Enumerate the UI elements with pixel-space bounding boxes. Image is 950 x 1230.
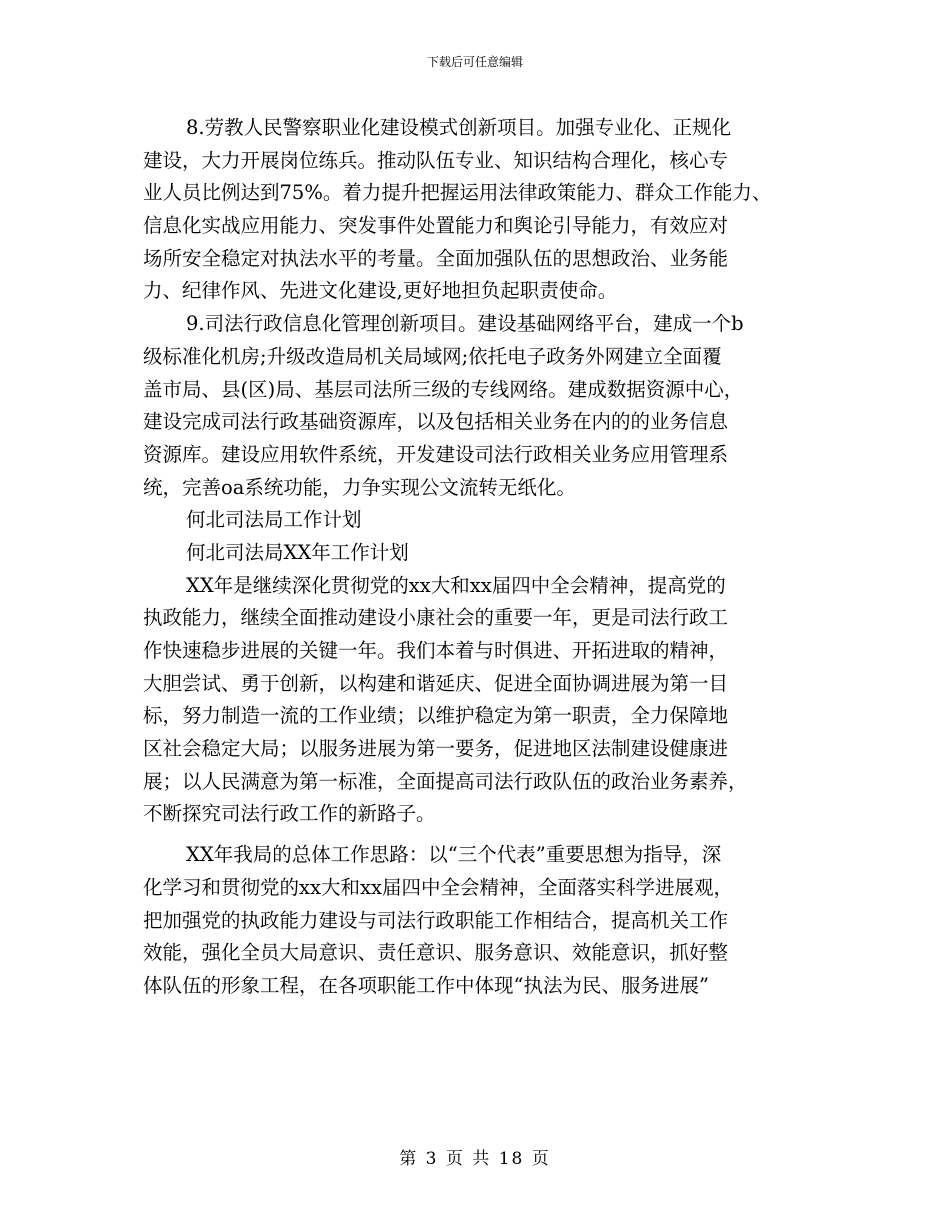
body-line: XX年我局的总体工作思路：以“三个代表”重要思想为指导，深 [186,843,722,867]
body-line: 级标准化机房;升级改造局机关局域网;依托电子政务外网建立全面覆 [143,344,722,368]
body-line: 业人员比例达到75%。着力提升把握运用法律政策能力、群众工作能力、 [143,181,772,205]
body-line: 建设，大力开展岗位练兵。推动队伍专业、知识结构合理化，核心专 [143,148,729,172]
page-footer: 第 3 页 共 18 页 [399,1149,551,1169]
body-line: 信息化实战应用能力、突发事件处置能力和舆论引导能力，有效应对 [143,214,729,238]
body-line: 统，完善oa系统功能，力争实现公文流转无纸化。 [143,475,576,499]
document-body [143,112,823,1003]
body-line: 效能，强化全员大局意识、责任意识、服务意识、效能意识，抓好整 [143,941,729,965]
section-title: 何北司法局工作计划 [186,508,362,532]
body-line: 执政能力，继续全面推动建设小康社会的重要一年，更是司法行政工 [143,606,729,630]
body-line: 8.劳教人民警察职业化建设模式创新项目。加强专业化、正规化 [186,116,732,139]
body-line: 资源库。建设应用软件系统，开发建设司法行政相关业务应用管理系 [143,442,729,466]
body-line: 场所安全稳定对执法水平的考量。全面加强队伍的思想政治、业务能 [143,246,729,270]
body-line: 作快速稳步进展的关键一年。我们本着与时俱进、开拓进取的精神， [143,639,729,662]
body-line: 建设完成司法行政基础资源库，以及包括相关业务在内的的业务信息 [143,410,729,434]
body-line: 化学习和贯彻党的xx大和xx届四中全会精神，全面落实科学进展观， [143,875,733,899]
body-line: 9.司法行政信息化管理创新项目。建设基础网络平台，建成一个b [186,312,744,336]
body-line: XX年是继续深化贯彻党的xx大和xx届四中全会精神，提高党的 [186,573,726,597]
body-line: 区社会稳定大局；以服务进展为第一要务，促进地区法制建设健康进 [143,737,729,761]
body-line: 标，努力制造一流的工作业绩；以维护稳定为第一职责，全力保障地 [143,704,729,728]
body-line: 力、纪律作风、先进文化建设,更好地担负起职责使命。 [143,279,618,303]
body-line: 把加强党的执政能力建设与司法行政职能工作相结合，提高机关工作 [143,908,729,932]
body-line: 盖市局、县(区)局、基层司法所三级的专线网络。建成数据资源中心， [143,377,744,401]
body-line: 大胆尝试、勇于创新，以构建和谐延庆、促进全面协调进展为第一目 [143,671,729,695]
body-line: 不断探究司法行政工作的新路子。 [143,802,436,826]
body-line: 展；以人民满意为第一标准，全面提高司法行政队伍的政治业务素养， [143,769,748,793]
section-subtitle: 何北司法局XX年工作计划 [186,540,409,564]
header-note: 下载后可任意编辑 [426,55,523,69]
body-line: 体队伍的形象工程，在各项职能工作中体现“执法为民、服务进展” [143,973,709,997]
